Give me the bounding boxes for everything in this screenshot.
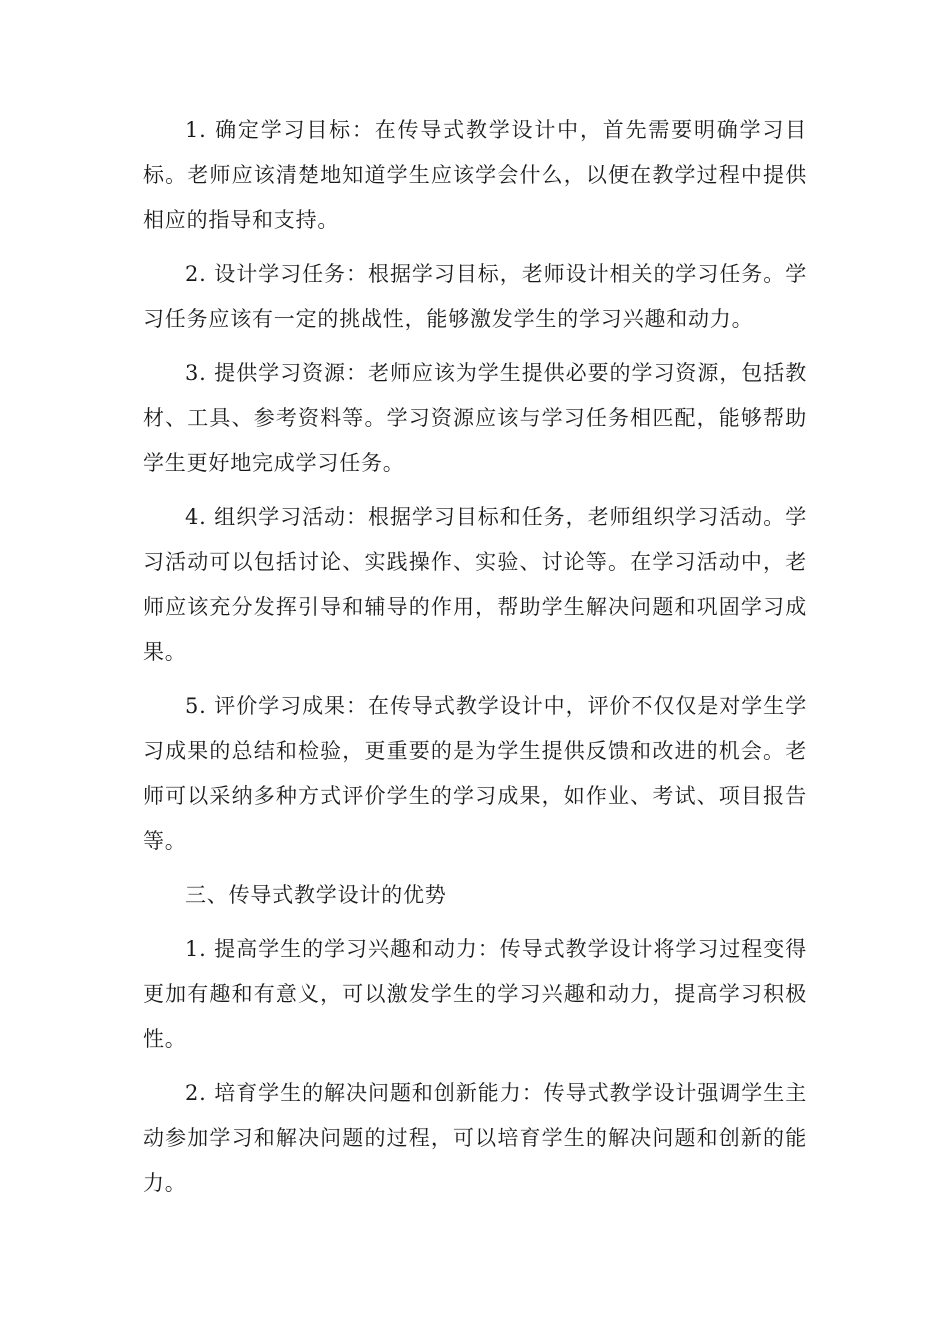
paragraph-advantage-2: 2. 培育学生的解决问题和创新能力：传导式教学设计强调学生主动参加学习和解决问题的过程，可以培育学生的解决问题和创新的能力。 [143, 1081, 807, 1195]
paragraph-step-1: 1. 确定学习目标：在传导式教学设计中，首先需要明确学习目标。老师应该清楚地知道学生应该学会什么，以便在教学过程中提供相应的指导和支持。 [143, 118, 807, 232]
section-heading: 三、传导式教学设计的优势 [185, 883, 447, 907]
document-body [143, 108, 807, 1215]
paragraph-step-2: 2. 设计学习任务：根据学习目标，老师设计相关的学习任务。学习任务应该有一定的挑战性，能够激发学生的学习兴趣和动力。 [143, 262, 807, 331]
paragraph-step-3: 3. 提供学习资源：老师应该为学生提供必要的学习资源，包括教材、工具、参考资料等。学习资源应该与学习任务相匹配，能够帮助学生更好地完成学习任务。 [143, 361, 807, 475]
paragraph-advantage-1: 1. 提高学生的学习兴趣和动力：传导式教学设计将学习过程变得更加有趣和有意义，可以激发学生的学习兴趣和动力，提高学习积极性。 [143, 937, 807, 1051]
paragraph-step-5: 5. 评价学习成果：在传导式教学设计中，评价不仅仅是对学生学习成果的总结和检验，更重要的是为学生提供反馈和改进的机会。老师可以采纳多种方式评价学生的学习成果，如作业、考试、项目报告等。 [143, 694, 807, 853]
paragraph-step-4: 4. 组织学习活动：根据学习目标和任务，老师组织学习活动。学习活动可以包括讨论、实践操作、实验、讨论等。在学习活动中，老师应该充分发挥引导和辅导的作用，帮助学生解决问题和巩固学习成果。 [143, 505, 807, 664]
